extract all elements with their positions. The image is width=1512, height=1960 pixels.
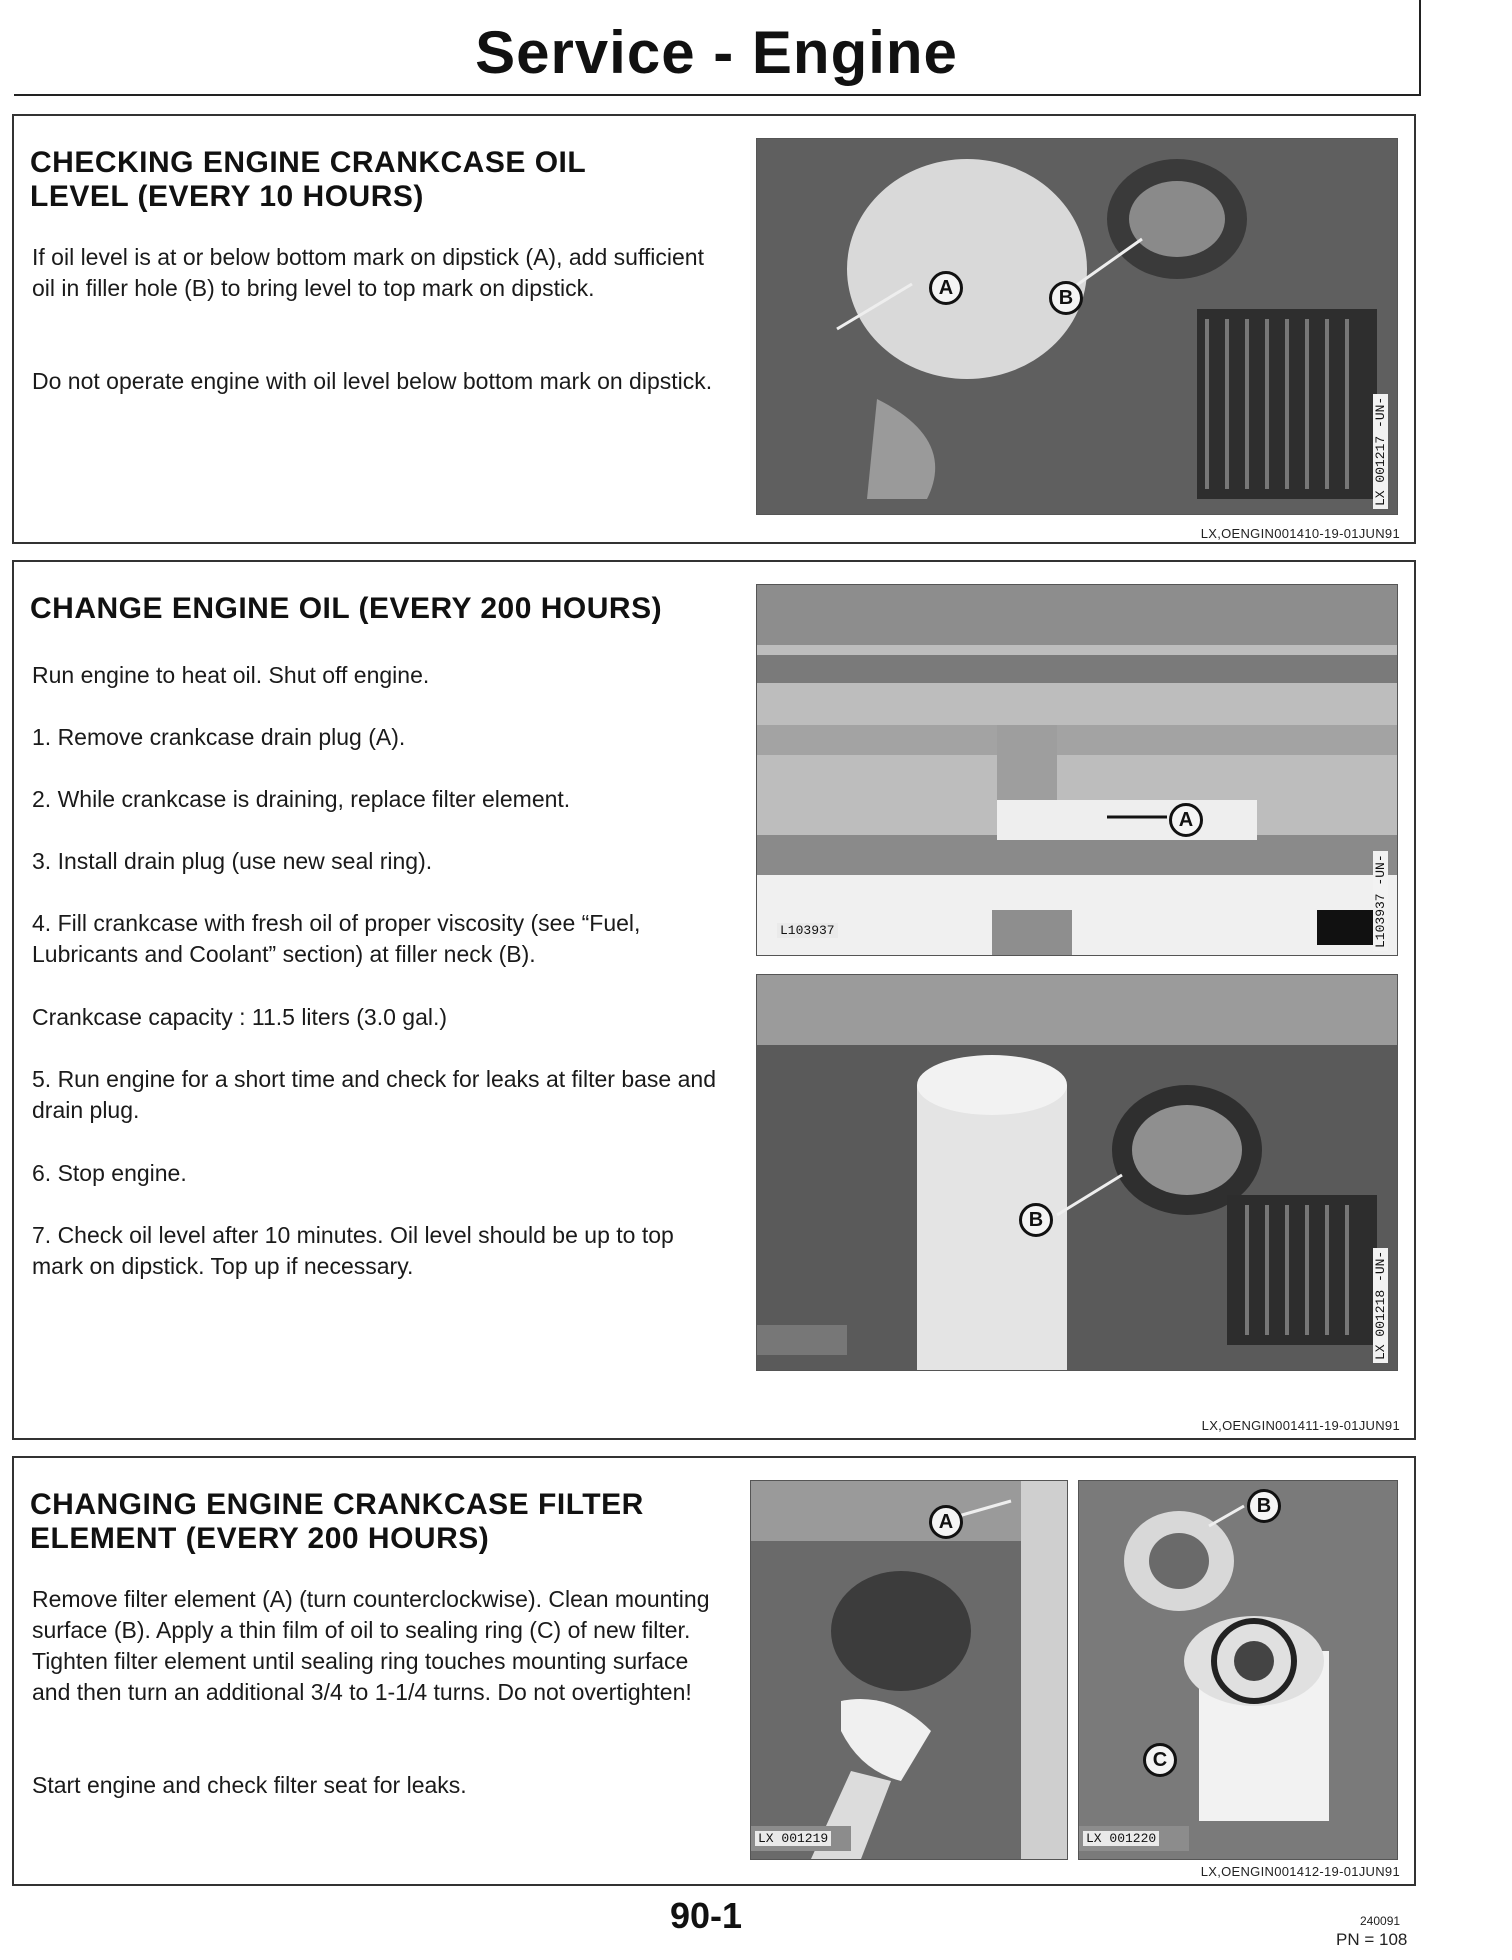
photo-illustration	[757, 139, 1397, 514]
paragraph: Start engine and check filter seat for leaks.	[32, 1772, 467, 1798]
reference-code: LX,OENGIN001410-19-01JUN91	[1200, 526, 1400, 541]
photo-id-label: L103937	[777, 923, 838, 938]
reference-code: LX,OENGIN001412-19-01JUN91	[1200, 1864, 1400, 1879]
page-number: 90-1	[670, 1895, 743, 1936]
section-title: CHANGE ENGINE OIL (EVERY 200 HOURS)	[30, 592, 663, 625]
photo-filter-mounting	[1078, 1480, 1398, 1860]
part-number: PN = 108	[1336, 1930, 1408, 1949]
paragraph: Run engine to heat oil. Shut off engine.	[32, 662, 430, 688]
photo-id-label: L103937 -UN-	[1373, 851, 1388, 951]
callout-a: A	[929, 1505, 963, 1539]
photo-illustration	[751, 1481, 1067, 1859]
page-title: Service - Engine	[475, 19, 958, 86]
paragraph: 2. While crankcase is draining, replace filter element.	[32, 786, 571, 812]
callout-a: A	[929, 271, 963, 305]
photo-filler-neck	[756, 974, 1398, 1371]
section-check-oil-level	[12, 114, 1416, 544]
paragraph: Crankcase capacity : 11.5 liters (3.0 gal.)	[32, 1004, 448, 1030]
paragraph: Remove filter element (A) (turn counterclockwise). Clean mounting surface (B). Apply a thin film of oil to sealing ring (C) of new filter. Tighten filter element until sealing ring touches mounting surface and then turn an additional 3/4 to 1-1/4 turns. Do not overtighten!	[32, 1586, 710, 1705]
callout-b: B	[1019, 1203, 1053, 1237]
photo-drain-plug	[756, 584, 1398, 956]
photo-illustration	[1079, 1481, 1397, 1859]
paragraph: 5. Run engine for a short time and check for leaks at filter base and drain plug.	[32, 1066, 716, 1123]
section-title: CHANGING ENGINE CRANKCASE FILTER ELEMENT (EVERY 200 HOURS)	[30, 1488, 644, 1555]
paragraph: 4. Fill crankcase with fresh oil of proper viscosity (see “Fuel, Lubricants and Coolant” section) at filler neck (B).	[32, 910, 641, 967]
photo-dipstick-filler	[756, 138, 1398, 515]
photo-id-label: LX 001220	[1083, 1831, 1159, 1846]
callout-c: C	[1143, 1743, 1177, 1777]
paragraph: 1. Remove crankcase drain plug (A).	[32, 724, 406, 750]
reference-code: LX,OENGIN001411-19-01JUN91	[1201, 1418, 1400, 1433]
callout-b: B	[1049, 281, 1083, 315]
photo-id-label: LX 001218 -UN-	[1373, 1248, 1388, 1363]
paragraph: 6. Stop engine.	[32, 1160, 187, 1186]
photo-illustration	[757, 975, 1397, 1370]
page-header	[14, 0, 1421, 96]
paragraph: 3. Install drain plug (use new seal ring).	[32, 848, 433, 874]
section-title: CHECKING ENGINE CRANKCASE OIL LEVEL (EVERY 10 HOURS)	[30, 146, 586, 213]
photo-id-label: LX 001217 -UN-	[1373, 394, 1388, 509]
section-change-filter-element	[12, 1456, 1416, 1886]
date-code: 240091	[1360, 1914, 1401, 1928]
photo-filter-removal	[750, 1480, 1068, 1860]
photo-id-label: LX 001219	[755, 1831, 831, 1846]
photo-illustration	[757, 585, 1397, 955]
paragraph: If oil level is at or below bottom mark on dipstick (A), add sufficient oil in filler hole (B) to bring level to top mark on dipstick.	[32, 244, 704, 301]
callout-a: A	[1169, 803, 1203, 837]
paragraph: 7. Check oil level after 10 minutes. Oil level should be up to top mark on dipstick. Top up if necessary.	[32, 1222, 674, 1279]
paragraph: Do not operate engine with oil level below bottom mark on dipstick.	[32, 368, 713, 394]
callout-b: B	[1247, 1489, 1281, 1523]
section-change-engine-oil	[12, 560, 1416, 1440]
